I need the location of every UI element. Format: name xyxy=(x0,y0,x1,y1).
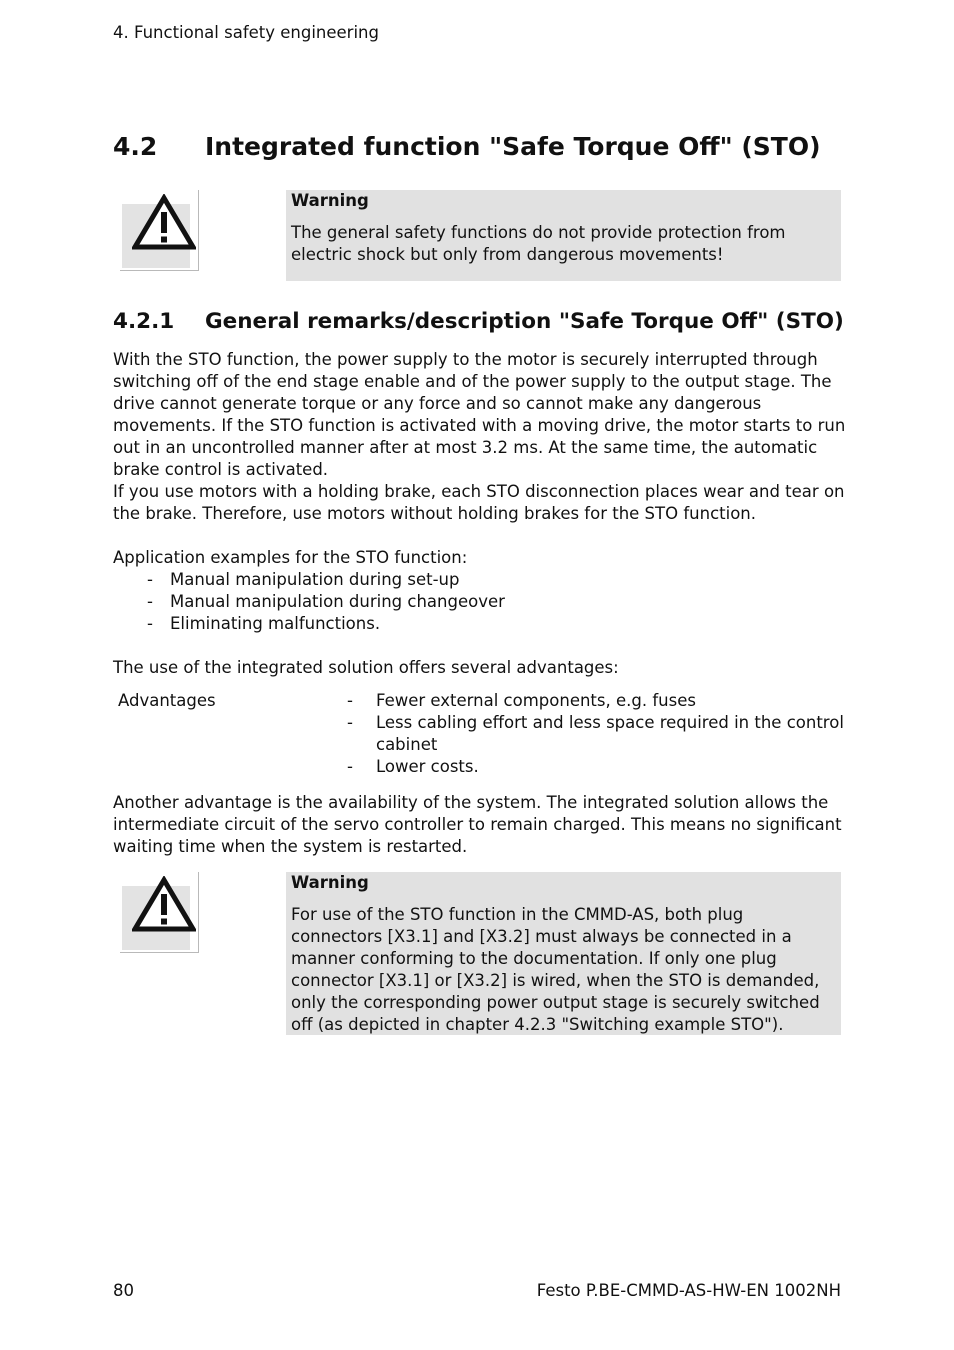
subsection-heading xyxy=(113,309,844,334)
body-text xyxy=(113,349,853,679)
list-item: - Eliminating malfunctions. xyxy=(113,613,853,635)
paragraph: Application examples for the STO function: xyxy=(113,548,468,567)
running-header: 4. Functional safety engineering xyxy=(113,23,379,42)
section-heading xyxy=(113,132,821,161)
paragraph: The use of the integrated solution offers several advantages: xyxy=(113,658,619,677)
warning-box-1 xyxy=(286,190,841,281)
list-item: - Fewer external components, e.g. fuses xyxy=(346,690,846,712)
warning-triangle-icon xyxy=(132,194,196,250)
list-item: - Manual manipulation during changeover xyxy=(113,591,853,613)
paragraph: Another advantage is the availability of the system. The integrated solution allows the intermediate circuit of the servo controller to remain charged. This means no significant waiting time when the system is restarted. xyxy=(113,793,842,856)
list-item: - Less cabling effort and less space required in the control cabinet xyxy=(346,712,846,756)
warning-text: For use of the STO function in the CMMD-AS, both plug connectors [X3.1] and [X3.2] must always be connected in a manner conforming to the documentation. If only one plug connector [X3.1] or [X3.2] is wired, when the STO is demanded, only the corresponding power output stage is securely switched off (as depicted in chapter 4.2.3 "Switching example STO"). xyxy=(291,905,820,1034)
body-text-2 xyxy=(113,792,853,858)
page-number: 80 xyxy=(113,1281,134,1300)
warning-icon-frame xyxy=(120,872,199,953)
application-list xyxy=(113,569,853,635)
warning-title: Warning xyxy=(291,191,369,210)
warning-title: Warning xyxy=(291,873,369,892)
list-item: - Lower costs. xyxy=(346,756,846,778)
warning-triangle-icon xyxy=(132,876,196,932)
subsection-number: 4.2.1 xyxy=(113,309,175,334)
advantages-list xyxy=(346,690,846,778)
section-title: Integrated function "Safe Torque Off" (STO) xyxy=(205,132,821,161)
warning-text: The general safety functions do not provide protection from electric shock but only from dangerous movements! xyxy=(291,223,786,264)
list-item: - Manual manipulation during set-up xyxy=(113,569,853,591)
advantages-label: Advantages xyxy=(118,691,216,710)
warning-box-2 xyxy=(286,872,841,1035)
paragraph: If you use motors with a holding brake, each STO disconnection places wear and tear on the brake. Therefore, use motors without holding brakes for the STO function. xyxy=(113,482,845,523)
document-id: Festo P.BE-CMMD-AS-HW-EN 1002NH xyxy=(536,1281,841,1300)
subsection-title: General remarks/description "Safe Torque Off" (STO) xyxy=(205,309,844,334)
warning-icon-frame xyxy=(120,190,199,271)
paragraph: With the STO function, the power supply to the motor is securely interrupted through switching off of the end stage enable and of the power supply to the output stage. The drive cannot generate torque or any force and so cannot make any dangerous movements. If the STO function is activated with a moving drive, the motor starts to run out in an uncontrolled manner after at most 3.2 ms. At the same time, the automatic brake control is activated. xyxy=(113,350,846,479)
section-number: 4.2 xyxy=(113,132,158,161)
